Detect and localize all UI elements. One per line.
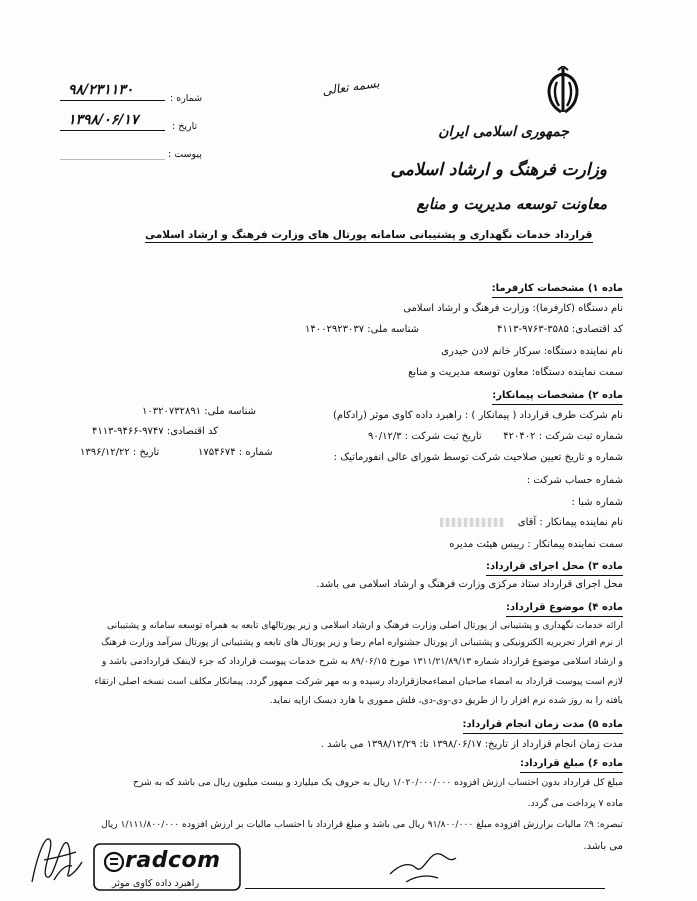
article4-heading: ماده ۴) موضوع قرارداد: [506,601,623,617]
article2-council: شماره و تاریخ تعیین صلاحیت شرکت توسط شورای عالی انفورماتیک : [333,452,623,463]
emblem-icon [541,66,585,116]
date-label: تاریخ : [172,121,198,132]
article2-sheba: شماره شبا : [571,497,623,508]
radcom-logo: radcom [125,848,221,873]
bottom-crop-line [245,888,605,899]
article6-line-4: می باشد. [583,841,623,852]
article5-text: مدت زمان انجام قرارداد از تاریخ: ۱۳۹۸/۰۶/۱۷ تا: ۱۳۹۸/۱۲/۲۹ می باشد . [320,739,623,750]
ministry-line-3: معاونت توسعه مدیریت و منابع [416,195,607,213]
article2-contractor-rep: نام نماینده پیمانکار : آقای [517,517,623,528]
article1-econ-code: کد اقتصادی: ۳۵۸۵-۹۷۶۳-۴۱۱۳ [497,324,623,335]
article4-line-3: و ارشاد اسلامی موضوع قرارداد شماره ۱۳۱۱/۲۱/۸۹/۱۳ مورخ ۸۹/۰۶/۱۵ به شرح خدمات پیوست قرارداد که جزء لاینفک قراردادمی باشد و [101,656,623,667]
article5-heading: ماده ۵) مدت زمان انجام قرارداد: [463,718,623,734]
bismillah: بسمه تعالی [321,76,381,98]
article6-line-2: ماده ۷ پرداخت می گردد. [527,798,623,809]
number-label: شماره : [170,93,203,104]
article2-heading: ماده ۲) مشخصات پیمانکار: [492,389,623,405]
redacted-name [440,518,504,527]
signature-left [24,822,94,892]
article6-line-1: مبلغ کل قرارداد بدون احتساب ارزش افزوده ۱/۰۲۰/۰۰۰/۰۰۰ ریال به حروف یک میلیارد و بیست میلیون ریال می باشد که به شرح [133,777,623,788]
article3-text: محل اجرای قرارداد ستاد مرکزی وزارت فرهنگ و ارشاد اسلامی می باشد. [316,579,623,590]
attachment-label: پیوست : [168,149,202,160]
contract-title: قرارداد خدمات نگهداری و پشتیبانی سامانه پورتال های وزارت فرهنگ و ارشاد اسلامی [145,229,593,241]
article2-national-id: شناسه ملی: ۱۰۳۲۰۷۳۲۸۹۱ [142,406,257,417]
ministry-line-1: جمهوری اسلامی ایران [438,124,569,140]
signature-right [386,834,466,892]
article4-line-5: یافته را به روز شده نرم افزار را از طریق دی-وی-دی، فلش مموری یا هارد دیسک ارایه نماید. [269,695,623,706]
article1-org-name: نام دستگاه (کارفرما): وزارت فرهنگ و ارشاد اسلامی [403,303,623,314]
article1-heading: ماده ۱) مشخصات کارفرما: [492,282,623,298]
article2-account: شماره حساب شرکت : [526,475,623,486]
article2-council-date: تاریخ : ۱۳۹۶/۱۲/۲۲ [80,447,160,458]
radcom-tagline: راهبرد داده کاوی موثر [112,878,200,889]
article4-line-2: از نرم افزار تحریریه الکترونیکی و پشتیبانی از پورتال جشنواره امام رضا و زیر پورتال های تابعه و پشتیبانی از پورتال سرآمد وزارت فرهنگ [101,637,623,648]
article2-contractor-rep-position: سمت نماینده پیمانکار : رییس هیئت مدیره [449,539,623,550]
article6-heading: ماده ۶) مبلغ قرارداد: [520,757,623,773]
article1-national-id: شناسه ملی: ۱۴۰۰۲۹۲۳۰۳۷ [305,324,420,335]
article2-econ-code: کد اقتصادی: ۹۷۴۷-۹۴۶۶-۴۱۱۳ [92,426,218,437]
article4-line-1: ارائه خدمات نگهداری و پشتیبانی از پورتال اصلی وزارت فرهنگ و ارشاد اسلامی و زیر پورتالهای تابعه به همراه توسعه سامانه و پشتیبانی [106,620,623,631]
article6-line-3: تبصره: ۹٪ مالیات برارزش افزوده مبلغ ۹۱/۸۰۰/۰۰۰ ریال می باشد و مبلغ قرارداد با احتساب مالیات بر ارزش افزوده ۱/۱۱۱/۸۰۰/۰۰۰ ریال [101,819,623,830]
ministry-line-2: وزارت فرهنگ و ارشاد اسلامی [390,160,607,180]
article1-representative: نام نماینده دستگاه: سرکار خانم لادن حیدری [441,346,623,357]
article2-council-number: شماره : ۱۷۵۴۶۷۴ [198,447,273,458]
article4-line-4: لازم است پیوست قرارداد به امضاء صاحبان امضاءمجازقرارداد رسیده و به مهر شرکت ممهور گردد. پیمانکار مکلف است نسخه اصلی ارتقاء [94,676,623,687]
article2-reg-date: تاریخ ثبت شرکت : ۹۰/۱۲/۳ [368,431,482,442]
date-value: ۱۳۹۸/۰۶/۱۷ [68,112,139,128]
article2-reg-no: شماره ثبت شرکت : ۴۲۰۴۰۲ [503,431,623,442]
article1-position: سمت نماینده دستگاه: معاون توسعه مدیریت و منابع [408,367,623,378]
article3-heading: ماده ۳) محل اجرای قرارداد: [486,560,623,576]
article2-company: نام شرکت طرف قرارداد ( پیمانکار ) : راهبرد داده کاوی موثر (رادکام) [333,410,623,421]
number-value: ۹۸/۲۳۱۱۳۰ [68,82,134,98]
